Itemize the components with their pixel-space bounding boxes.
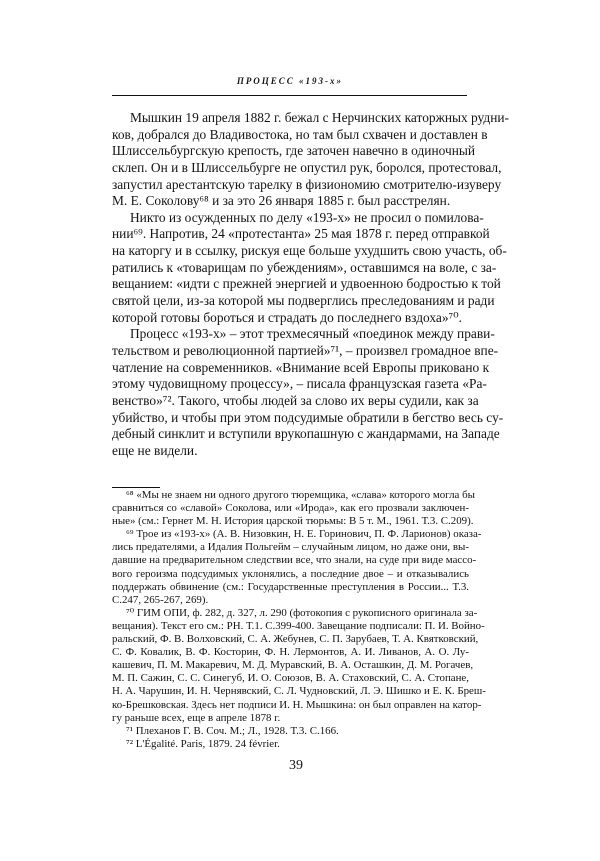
text-line: Н. А. Чарушин, И. Н. Чернявский, С. Л. Чудновский, Л. Э. Шишко и Е. К. Бреш- xyxy=(112,685,486,698)
text-line: еще не видели. xyxy=(112,442,198,458)
body-text xyxy=(112,110,510,459)
paragraph xyxy=(112,209,507,326)
text-line: тельством и революционной партией»⁷¹, – произвел громадное впе- xyxy=(112,342,499,358)
footnote xyxy=(112,725,469,738)
text-line: венство»⁷². Такого, чтобы людей за слово их веры судили, как за xyxy=(112,392,479,408)
page-number: 39 xyxy=(289,758,303,773)
text-line: на каторгу и в ссылку, рискуя еще больше ухудшить свою участь, об- xyxy=(112,243,507,259)
text-line: С.247, 265-267, 269). xyxy=(112,593,209,606)
text-line: ⁷² L'Égalité. Paris, 1879. 24 février. xyxy=(126,737,280,750)
text-line: этому чудовищному процессу», – писала французская газета «Ра- xyxy=(112,376,487,392)
text-line: запустил арестантскую тарелку в физиономию смотрителю-изуверу xyxy=(112,176,502,192)
text-line: С. Ф. Ковалик, В. Ф. Косторин, Ф. Н. Лермонтов, А. И. Ливанов, А. О. Лу- xyxy=(112,646,469,659)
paragraph xyxy=(112,110,510,210)
footnote-rule xyxy=(112,487,160,488)
text-line: лись предателями, а Идалия Польгейм – случайным лицом, но даже они, вы- xyxy=(112,541,469,554)
text-line: сравниться со «славой» Соколова, или «Ирода», как его прозвали заключен- xyxy=(112,502,469,515)
footnote xyxy=(112,489,475,528)
text-line: которой готовы бороться и страдать до последнего вздоха»⁷⁰. xyxy=(112,309,462,325)
text-line: М. Е. Соколову⁶⁸ и за это 26 января 1885 г. был расстрелян. xyxy=(112,193,451,209)
text-line: вого героизма подсудимых уклонялись, а последние двое – и отказывались xyxy=(112,567,469,580)
text-line: ⁶⁸ «Мы не знаем ни одного другого тюремщика, «слава» которого могла бы xyxy=(126,489,475,501)
text-line: Мышкин 19 апреля 1882 г. бежал с Нерчинских каторжных рудни- xyxy=(130,110,510,125)
text-line: ные» (см.: Гернет М. Н. История царской тюрьмы: В 5 т. М., 1961. Т.3. С.209). xyxy=(112,515,474,528)
paragraph xyxy=(112,326,504,459)
running-head: ПРОЦЕСС «193-х» xyxy=(236,76,344,86)
text-line: ков, добрался до Владивостока, но там был схвачен и доставлен в xyxy=(112,126,488,142)
text-line: Процесс «193-х» – этот трехмесячный «поединок между прави- xyxy=(130,326,495,342)
text-line: вещания). Текст его см.: РН. Т.1. С.399-400. Завещание подписали: П. И. Войно- xyxy=(112,619,485,632)
footnotes xyxy=(112,489,486,751)
text-line: ⁶⁹ Трое из «193-х» (А. В. Низовкин, Н. Е. Горинович, П. Ф. Ларионов) оказа- xyxy=(126,528,482,541)
footnote xyxy=(112,606,486,725)
text-line: святой цели, из-за которой мы подверглись преследованиям и ради xyxy=(112,293,495,309)
text-line: поддержать обвинение (см.: Государственные преступления в России... Т.3. xyxy=(112,580,469,593)
text-line: давшие на предварительном следствии все, что знали, на суде при виде массо- xyxy=(112,554,477,567)
text-line: вещанием: «идти с прежней энергией и удвоенною бодростью к той xyxy=(112,276,501,292)
text-line: дебный синклит и вступили врукопашную с жандармами, на Западе xyxy=(112,426,500,442)
text-line: кашевич, П. М. Макаревич, М. Д. Муравский, В. А. Осташкин, Д. М. Рогачев, xyxy=(112,659,474,672)
text-line: ⁷¹ Плеханов Г. В. Соч. М.; Л., 1928. Т.3. С.166. xyxy=(126,724,339,737)
text-line: ральский, Ф. В. Волховский, С. А. Жебунев, С. П. Зарубаев, Т. А. Квятковский, xyxy=(112,633,479,646)
text-line: ратились к «товарищам по убеждениям», оставшимся на воле, с за- xyxy=(112,259,497,275)
text-line: убийство, и чтобы при этом подсудимые обратили в бегство весь су- xyxy=(112,409,504,425)
footnote xyxy=(112,528,482,607)
text-line: Никто из осужденных по делу «193-х» не просил о помилова- xyxy=(130,209,484,225)
text-line: М. П. Сажин, С. С. Синегуб, И. О. Союзов, В. А. Стаховский, С. А. Стопане, xyxy=(112,672,469,685)
text-line: чатление на современников. «Внимание всей Европы приковано к xyxy=(112,359,490,375)
text-line: нии⁶⁹. Напротив, 24 «протестанта» 25 мая 1878 г. перед отправкой xyxy=(112,226,490,242)
footnote xyxy=(112,738,469,751)
text-line: Шлиссельбургскую крепость, где заточен навечно в одиночный xyxy=(112,143,476,159)
header-rule xyxy=(112,95,467,96)
text-line: склеп. Он и в Шлиссельбурге не опустил рук, боролся, протестовал, xyxy=(112,159,502,175)
text-line: ⁷⁰ ГИМ ОПИ, ф. 282, д. 327, л. 290 (фотокопия с рукописного оригинала за- xyxy=(126,606,478,619)
text-line: ко-Брешковская. Здесь нет подписи И. Н. Мышкина: он был оправлен на катор- xyxy=(112,698,482,711)
text-line: гу раньше всех, еще в апреле 1878 г. xyxy=(112,711,281,724)
